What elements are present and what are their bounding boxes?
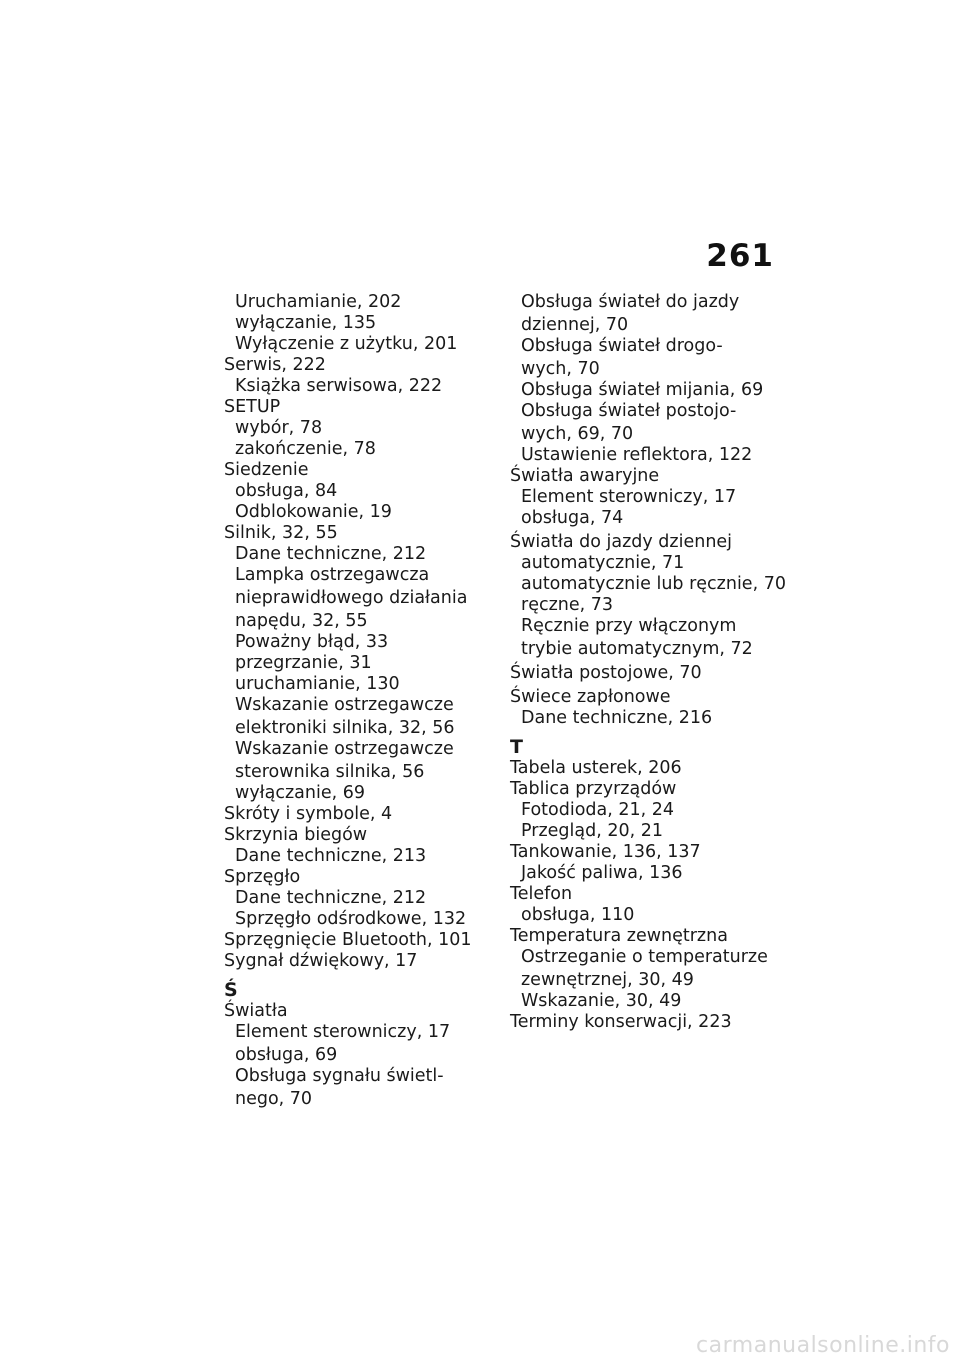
index-subentry: Dane techniczne, 212 (235, 544, 427, 564)
index-entry: Tankowanie, 136, 137 (510, 842, 701, 862)
index-entry: Skrzynia biegów (224, 825, 368, 845)
index-subentry: Obsługa sygnału świetl- (235, 1066, 444, 1086)
index-subentry: wych, 69, 70 (521, 424, 634, 444)
index-subentry: Wskazanie, 30, 49 (521, 991, 682, 1011)
index-subentry: Ręcznie przy włączonym (521, 616, 737, 636)
index-subentry: Ostrzeganie o temperaturze (521, 947, 768, 967)
index-subentry: napędu, 32, 55 (235, 611, 368, 631)
index-subentry: Dane techniczne, 213 (235, 846, 427, 866)
index-subentry: obsługa, 84 (235, 481, 338, 501)
index-subentry: wych, 70 (521, 359, 600, 379)
index-column-right (510, 292, 786, 1033)
index-subentry: zakończenie, 78 (235, 439, 376, 459)
index-subentry: Element sterowniczy, 17 (235, 1022, 451, 1042)
index-subentry: trybie automatycznym, 72 (521, 639, 753, 659)
index-entry: Temperatura zewnętrzna (510, 926, 728, 946)
index-entry: Tabela usterek, 206 (510, 758, 682, 778)
index-subentry: Wskazanie ostrzegawcze (235, 695, 454, 715)
index-entry: Światła awaryjne (510, 466, 660, 486)
index-subentry: obsługa, 69 (235, 1045, 338, 1065)
index-entry: Świece zapłonowe (510, 687, 671, 707)
index-subentry: Dane techniczne, 216 (521, 708, 713, 728)
index-entry: Tablica przyrządów (510, 779, 677, 799)
index-subentry: dziennej, 70 (521, 315, 629, 335)
index-subentry: Obsługa świateł postojo- (521, 401, 737, 421)
index-subentry: nego, 70 (235, 1089, 313, 1109)
index-subentry: Obsługa świateł mijania, 69 (521, 380, 764, 400)
index-entry: Sygnał dźwiękowy, 17 (224, 951, 418, 971)
index-subentry: Obsługa świateł do jazdy (521, 292, 740, 312)
page-number: 261 (706, 238, 774, 274)
index-section-letter: Ś (224, 979, 238, 1001)
index-subentry: wybór, 78 (235, 418, 323, 438)
index-subentry: Sprzęgło odśrodkowe, 132 (235, 909, 467, 929)
index-subentry: Dane techniczne, 212 (235, 888, 427, 908)
index-subentry: sterownika silnika, 56 (235, 762, 425, 782)
index-subentry: automatycznie lub ręcznie, 70 (521, 574, 786, 594)
index-subentry: Uruchamianie, 202 (235, 292, 402, 312)
index-entry: Siedzenie (224, 460, 309, 480)
index-subentry: Lampka ostrzegawcza (235, 565, 430, 585)
index-entry: Światła postojowe, 70 (510, 663, 702, 683)
index-subentry: zewnętrznej, 30, 49 (521, 970, 694, 990)
index-section-letter: T (510, 736, 523, 758)
index-subentry: uruchamianie, 130 (235, 674, 400, 694)
index-entry: Telefon (510, 884, 573, 904)
index-subentry: Książka serwisowa, 222 (235, 376, 443, 396)
index-column-left (224, 292, 494, 1110)
index-subentry: nieprawidłowego działania (235, 588, 468, 608)
index-entry: Skróty i symbole, 4 (224, 804, 393, 824)
index-subentry: wyłączanie, 135 (235, 313, 377, 333)
index-subentry: automatycznie, 71 (521, 553, 685, 573)
index-subentry: Ustawienie reflektora, 122 (521, 445, 753, 465)
index-subentry: ręczne, 73 (521, 595, 614, 615)
index-entry: SETUP (224, 397, 281, 417)
index-entry: Światła do jazdy dziennej (510, 532, 733, 552)
watermark-footer: carmanualsonline.info (696, 1333, 950, 1358)
index-subentry: Jakość paliwa, 136 (521, 863, 683, 883)
index-entry: Terminy konserwacji, 223 (510, 1012, 732, 1032)
index-subentry: elektroniki silnika, 32, 56 (235, 718, 455, 738)
index-subentry: przegrzanie, 31 (235, 653, 372, 673)
index-subentry: obsługa, 110 (521, 905, 635, 925)
index-subentry: Poważny błąd, 33 (235, 632, 389, 652)
index-subentry: Wskazanie ostrzegawcze (235, 739, 454, 759)
index-subentry: Fotodioda, 21, 24 (521, 800, 675, 820)
index-subentry: obsługa, 74 (521, 508, 624, 528)
index-subentry: Wyłączenie z użytku, 201 (235, 334, 458, 354)
index-entry: Serwis, 222 (224, 355, 326, 375)
index-entry: Silnik, 32, 55 (224, 523, 338, 543)
index-entry: Sprzęgło (224, 867, 301, 887)
index-subentry: Przegląd, 20, 21 (521, 821, 663, 841)
index-subentry: Odblokowanie, 19 (235, 502, 392, 522)
index-entry: Sprzęgnięcie Bluetooth, 101 (224, 930, 472, 950)
index-subentry: Element sterowniczy, 17 (521, 487, 737, 507)
index-subentry: Obsługa świateł drogo- (521, 336, 723, 356)
index-subentry: wyłączanie, 69 (235, 783, 366, 803)
index-entry: Światła (224, 1001, 288, 1021)
